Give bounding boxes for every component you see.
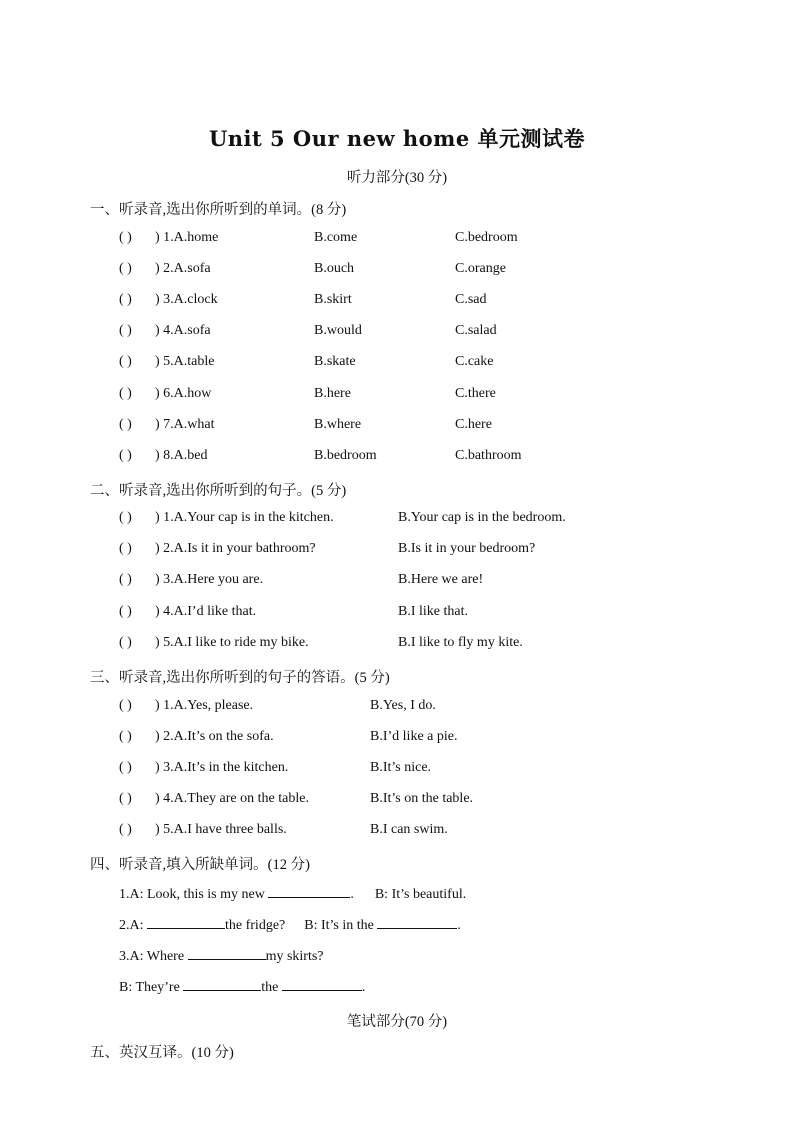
answer-blank[interactable] xyxy=(268,885,350,898)
option-a: ) 8.A.bed xyxy=(155,447,208,463)
answer-bracket[interactable]: ( ) xyxy=(119,634,132,650)
section-4-heading: 四、听录音,填入所缺单词。(12 分) xyxy=(90,857,310,873)
option-c: C.cake xyxy=(455,354,494,370)
option-b: B.I like that. xyxy=(398,603,468,619)
option-b: B.I like to fly my kite. xyxy=(398,634,523,650)
answer-bracket[interactable]: ( ) xyxy=(119,292,132,308)
fill-text: 3.A: Where xyxy=(119,949,185,964)
option-a: ) 7.A.what xyxy=(155,416,215,432)
option-a: ) 6.A.how xyxy=(155,385,212,401)
option-b: B.skate xyxy=(314,354,356,370)
option-b: B.It’s on the table. xyxy=(370,791,474,807)
fill-text: 1.A: Look, this is my new xyxy=(119,887,265,902)
option-a: ) 5.A.table xyxy=(155,354,215,370)
fill-line-2 xyxy=(119,916,461,934)
page-title: Unit 5 Our new home 单元测试卷 xyxy=(208,126,586,151)
option-a: ) 5.A.I like to ride my bike. xyxy=(155,634,309,650)
option-b: B.I can swim. xyxy=(370,822,448,838)
option-b: B.where xyxy=(314,416,362,432)
answer-bracket[interactable]: ( ) xyxy=(119,603,132,619)
option-b: B.It’s nice. xyxy=(370,760,432,776)
option-a: ) 4.A.They are on the table. xyxy=(155,791,309,807)
answer-bracket[interactable]: ( ) xyxy=(119,510,132,525)
answer-bracket[interactable]: ( ) xyxy=(119,698,132,713)
option-b: B.come xyxy=(314,230,358,245)
answer-bracket[interactable]: ( ) xyxy=(119,572,132,588)
answer-blank[interactable] xyxy=(147,916,225,929)
answer-bracket[interactable]: ( ) xyxy=(119,230,132,245)
fill-text: B: They’re xyxy=(119,980,180,995)
option-b: B.Is it in your bedroom? xyxy=(398,541,536,557)
option-a: ) 5.A.I have three balls. xyxy=(155,822,287,838)
fill-line-3 xyxy=(119,947,324,965)
option-c: C.orange xyxy=(455,261,506,277)
option-a: ) 3.A.Here you are. xyxy=(155,572,264,588)
option-b: B.ouch xyxy=(314,261,355,277)
answer-bracket[interactable]: ( ) xyxy=(119,261,132,277)
option-c: C.bedroom xyxy=(455,230,518,245)
answer-bracket[interactable]: ( ) xyxy=(119,791,132,807)
option-b: B.Yes, I do. xyxy=(370,698,436,713)
option-c: C.sad xyxy=(455,292,487,308)
option-b: B.I’d like a pie. xyxy=(370,729,458,745)
option-b: B.would xyxy=(314,323,362,339)
answer-bracket[interactable]: ( ) xyxy=(119,822,132,838)
section-2-heading: 二、听录音,选出你所听到的句子。(5 分) xyxy=(90,483,347,499)
option-a: ) 3.A.It’s in the kitchen. xyxy=(155,760,289,776)
option-a: ) 2.A.Is it in your bathroom? xyxy=(155,541,316,557)
option-c: C.bathroom xyxy=(455,447,522,463)
fill-text: 2.A: xyxy=(119,918,144,933)
fill-text: the xyxy=(261,980,279,995)
section-1-heading: 一、听录音,选出你所听到的单词。(8 分) xyxy=(90,202,347,218)
option-a: ) 1.A.Yes, please. xyxy=(155,698,254,713)
option-b: B.here xyxy=(314,385,351,401)
option-a: ) 4.A.sofa xyxy=(155,323,211,339)
fill-text: B: It’s beautiful. xyxy=(374,887,467,902)
fill-text: the fridge? xyxy=(225,918,286,933)
answer-blank[interactable] xyxy=(282,978,362,991)
answer-bracket[interactable]: ( ) xyxy=(119,323,132,339)
option-a: ) 2.A.sofa xyxy=(155,261,211,277)
option-b: B.bedroom xyxy=(314,447,377,463)
answer-bracket[interactable]: ( ) xyxy=(119,385,132,401)
fill-text: my skirts? xyxy=(265,949,324,964)
fill-text: . xyxy=(457,918,461,933)
fill-text: . xyxy=(361,980,366,995)
option-a: ) 2.A.It’s on the sofa. xyxy=(155,729,274,745)
answer-bracket[interactable]: ( ) xyxy=(119,541,132,557)
answer-bracket[interactable]: ( ) xyxy=(119,760,132,776)
writing-part-header: 笔试部分(70 分) xyxy=(346,1014,448,1030)
option-b: B.skirt xyxy=(314,292,352,308)
answer-bracket[interactable]: ( ) xyxy=(119,447,132,463)
section-3-heading: 三、听录音,选出你所听到的句子的答语。(5 分) xyxy=(90,670,390,686)
option-a: ) 1.A.Your cap is in the kitchen. xyxy=(155,510,334,525)
option-c: C.here xyxy=(455,416,492,432)
option-c: C.salad xyxy=(455,323,497,339)
fill-line-1 xyxy=(119,885,466,903)
option-a: ) 3.A.clock xyxy=(155,292,218,308)
option-c: C.there xyxy=(455,385,496,401)
answer-bracket[interactable]: ( ) xyxy=(119,729,132,745)
fill-line-4 xyxy=(119,978,365,996)
option-b: B.Your cap is in the bedroom. xyxy=(398,510,566,525)
answer-blank[interactable] xyxy=(377,916,457,929)
section-5-heading: 五、英汉互译。(10 分) xyxy=(90,1045,234,1061)
listening-part-header: 听力部分(30 分) xyxy=(346,170,448,186)
answer-bracket[interactable]: ( ) xyxy=(119,354,132,370)
fill-text: . xyxy=(350,887,354,902)
option-a: ) 1.A.home xyxy=(155,230,219,245)
answer-blank[interactable] xyxy=(188,947,266,960)
answer-bracket[interactable]: ( ) xyxy=(119,416,132,432)
option-a: ) 4.A.I’d like that. xyxy=(155,603,257,619)
answer-blank[interactable] xyxy=(183,978,261,991)
option-b: B.Here we are! xyxy=(398,572,484,588)
fill-text: B: It’s in the xyxy=(304,918,374,933)
